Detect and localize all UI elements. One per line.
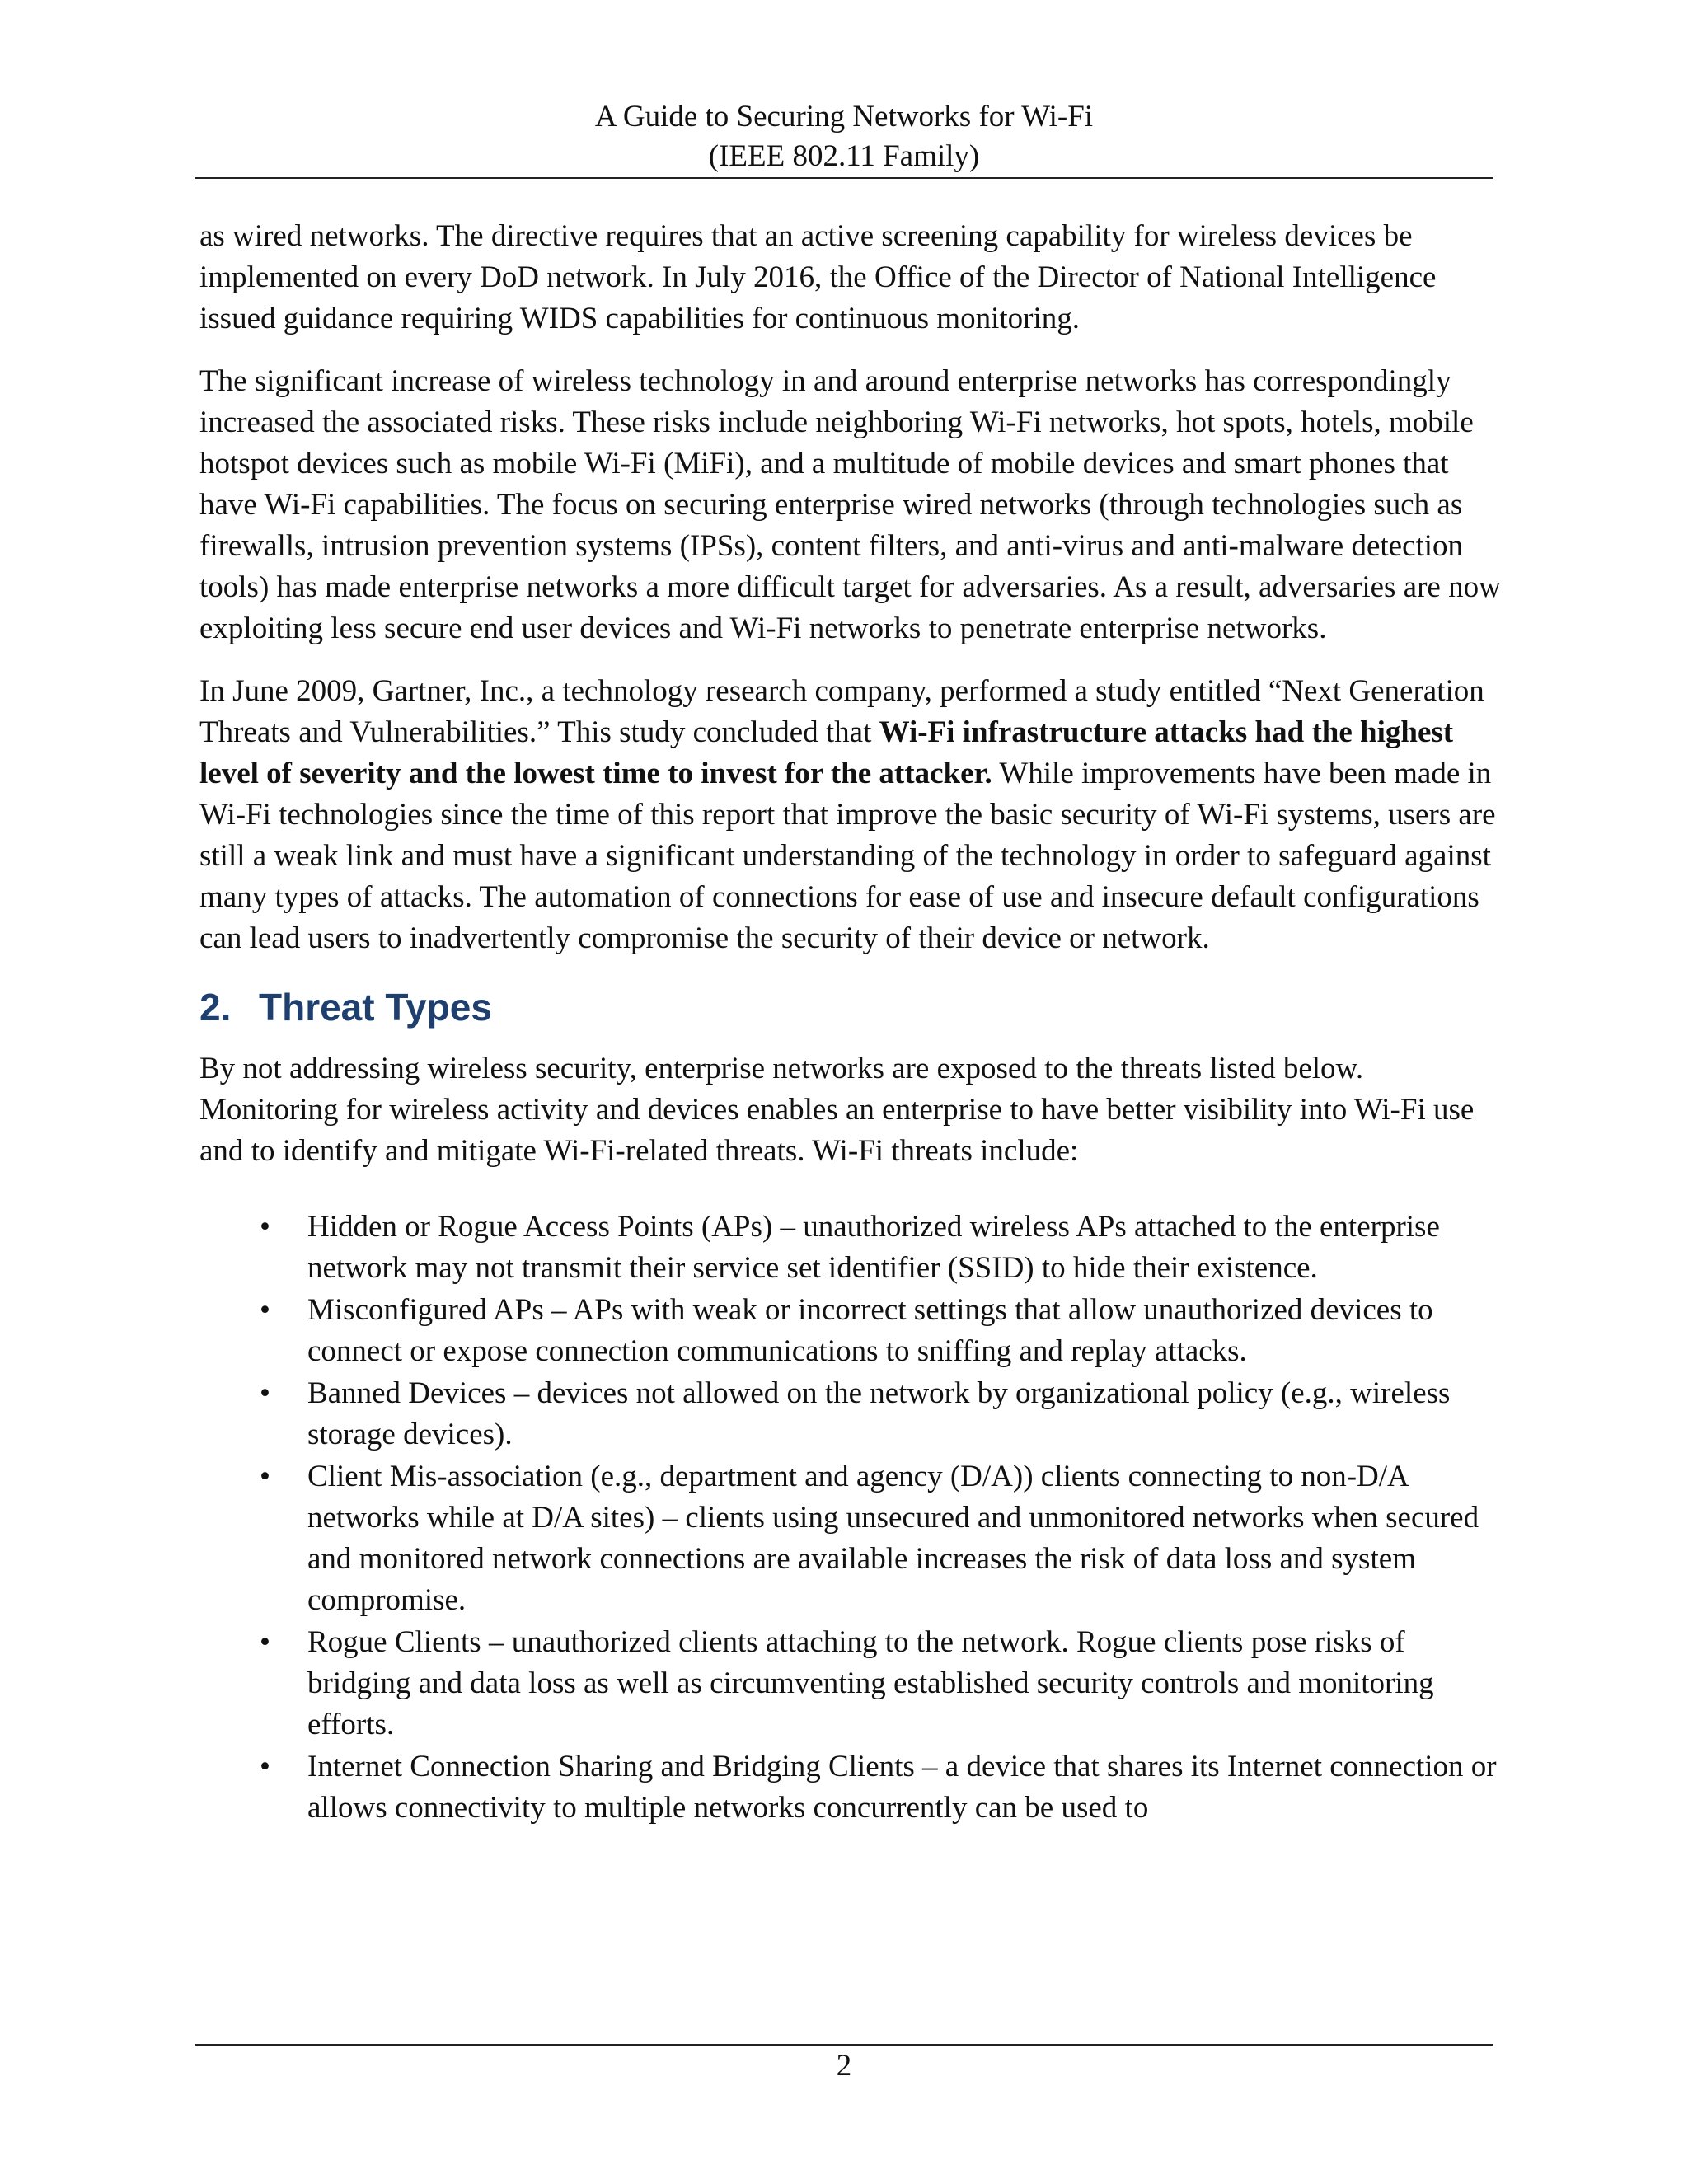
paragraph-risks: The significant increase of wireless technology in and around enterprise networks has correspondingly increased the associated risks. These risks include neighboring Wi-Fi networks, hot spots, hotels, mobile hotspot devices such as mobile Wi-Fi (MiFi), and a multitude of mobile devices and smart phones that have Wi-Fi capabilities. The focus on securing enterprise wired networks (through technologies such as firewalls, intrusion prevention systems (IPSs), content filters, and anti-virus and anti-malware detection tools) has made enterprise networks a more difficult target for adversaries. As a result, adversaries are now exploiting less secure end user devices and Wi-Fi networks to penetrate enterprise networks. — [199, 364, 1501, 645]
header-divider — [195, 177, 1493, 179]
header-title-line1: A Guide to Securing Networks for Wi-Fi — [594, 100, 1094, 134]
threat-text: Banned Devices – devices not allowed on the network by organizational policy (e.g., wireless storage devices). — [307, 1376, 1451, 1451]
bullet-icon: • — [260, 1376, 270, 1410]
bullet-icon: • — [260, 1625, 270, 1659]
bullet-icon: • — [260, 1210, 270, 1244]
list-item — [260, 1456, 1502, 1621]
threat-text: Internet Connection Sharing and Bridging Clients – a device that shares its Internet connection or allows connectivity to multiple networks concurrently can be used to — [307, 1750, 1497, 1825]
section-title: Threat Types — [259, 986, 492, 1029]
document-body — [199, 216, 1502, 1830]
bullet-icon: • — [260, 1750, 270, 1783]
section-number: 2. — [199, 986, 232, 1029]
list-item — [260, 1373, 1502, 1455]
gartner-text-start: In June 2009, Gartner, Inc., a technology research company, performed a study entitled “Next Generation Threats and Vulnerabilities.” This study concluded that — [199, 674, 1484, 749]
list-item — [260, 1290, 1502, 1372]
paragraph-directive: as wired networks. The directive requires that an active screening capability for wireless devices be implemented on every DoD network. In July 2016, the Office of the Director of National Intelligence issued guidance requiring WIDS capabilities for continuous monitoring. — [199, 219, 1437, 335]
threat-list — [199, 1207, 1502, 1829]
gartner-bold-finding: Wi-Fi infrastructure attacks had the highest level of severity and the lowest time to invest for the attacker. — [199, 715, 1454, 790]
bullet-icon: • — [260, 1460, 270, 1493]
header-title-line2: (IEEE 802.11 Family) — [708, 139, 980, 173]
bullet-icon: • — [260, 1293, 270, 1327]
section-heading — [199, 984, 1502, 1030]
list-item — [260, 1207, 1502, 1289]
list-item — [260, 1746, 1502, 1829]
section-intro: By not addressing wireless security, enterprise networks are exposed to the threats listed below. Monitoring for wireless activity and devices enables an enterprise to have better visibility into Wi-Fi use and to identify and mitigate Wi-Fi-related threats. Wi-Fi threats include: — [199, 1052, 1475, 1168]
page-header — [195, 97, 1493, 176]
paragraph-gartner-study — [199, 671, 1502, 959]
list-item — [260, 1622, 1502, 1746]
page-number: 2 — [836, 2049, 852, 2083]
threat-text: Rogue Clients – unauthorized clients attaching to the network. Rogue clients pose risks of bridging and data loss as well as circumventing established security controls and monitoring efforts. — [307, 1625, 1434, 1741]
threat-text: Client Mis-association (e.g., department and agency (D/A)) clients connecting to non-D/A networks while at D/A sites) – clients using unsecured and unmonitored networks when secured and monitored network connections are available increases the risk of data loss and system compromise. — [307, 1460, 1479, 1617]
threat-text: Hidden or Rogue Access Points (APs) – unauthorized wireless APs attached to the enterprise network may not transmit their service set identifier (SSID) to hide their existence. — [307, 1210, 1440, 1285]
gartner-text-end: While improvements have been made in Wi-Fi technologies since the time of this report that improve the basic security of Wi-Fi systems, users are still a weak link and must have a significant understanding of the technology in order to safeguard against many types of attacks. The automation of connections for ease of use and insecure default configurations can lead users to inadvertently compromise the security of their device or network. — [199, 757, 1496, 955]
threat-text: Misconfigured APs – APs with weak or incorrect settings that allow unauthorized devices to connect or expose connection communications to sniffing and replay attacks. — [307, 1293, 1433, 1368]
